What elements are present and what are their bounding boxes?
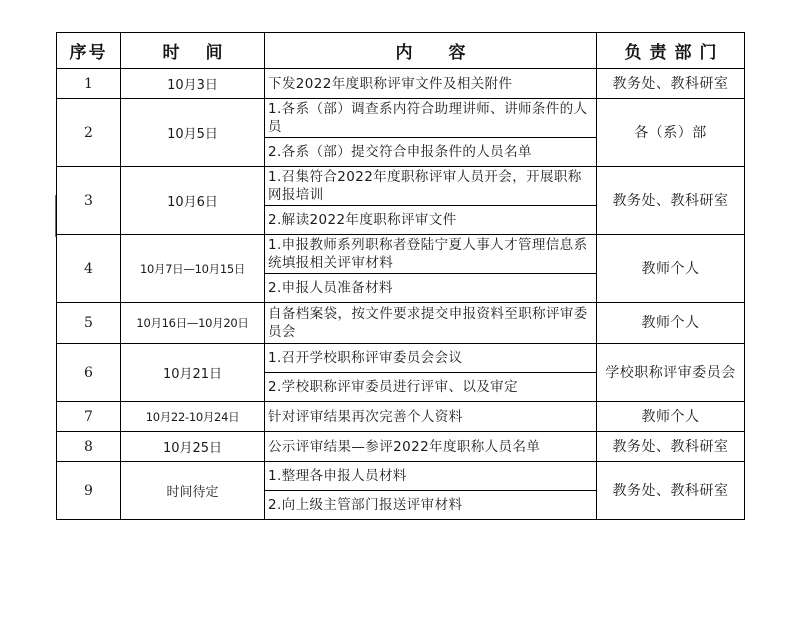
table-row [57,402,745,432]
row-no: 8 [57,432,121,462]
table-row [57,432,745,462]
table-row [57,235,745,274]
table-row [57,462,745,491]
row-time: 时间待定 [121,462,265,520]
row-no: 4 [57,235,121,303]
row-no: 1 [57,69,121,99]
row-content: 自备档案袋，按文件要求提交申报资料至职称评审委员会 [265,303,597,344]
row-content: 2.申报人员准备材料 [265,274,597,303]
table-row [57,303,745,344]
row-no: 9 [57,462,121,520]
header-content [265,33,597,69]
row-content: 2.各系（部）提交符合申报条件的人员名单 [265,138,597,167]
row-dept: 各（系）部 [597,99,745,167]
table-row [57,69,745,99]
header-time-text: 时间 [162,43,249,63]
row-dept: 教师个人 [597,235,745,303]
row-content: 1.召开学校职称评审委员会会议 [265,344,597,373]
row-dept: 教务处、教科研室 [597,432,745,462]
row-no: 5 [57,303,121,344]
row-time: 10月3日 [121,69,265,99]
table-row [57,344,745,373]
row-time: 10月6日 [121,167,265,235]
row-content: 下发2022年度职称评审文件及相关附件 [265,69,597,99]
row-content: 2.解读2022年度职称评审文件 [265,206,597,235]
header-content-text: 内容 [395,43,502,63]
row-dept: 教师个人 [597,303,745,344]
header-dept-text: 负责部门 [624,43,725,63]
header-no: 序号 [57,33,121,69]
row-time: 10月7日—10月15日 [121,235,265,303]
row-content: 1.召集符合2022年度职称评审人员开会，开展职称网报培训 [265,167,597,206]
row-content: 公示评审结果—参评2022年度职称人员名单 [265,432,597,462]
row-time: 10月5日 [121,99,265,167]
row-time: 10月21日 [121,344,265,402]
row-time: 10月16日—10月20日 [121,303,265,344]
row-content: 2.向上级主管部门报送评审材料 [265,491,597,520]
row-no: 7 [57,402,121,432]
row-no: 2 [57,99,121,167]
row-content: 1.各系（部）调查系内符合助理讲师、讲师条件的人员 [265,99,597,138]
row-dept: 教务处、教科研室 [597,462,745,520]
row-time: 10月22-10月24日 [121,402,265,432]
row-dept: 教师个人 [597,402,745,432]
row-content: 1.申报教师系列职称者登陆宁夏人事人才管理信息系统填报相关评审材料 [265,235,597,274]
row-content: 2.学校职称评审委员进行评审、以及审定 [265,373,597,402]
schedule-table [56,32,745,520]
row-no: 6 [57,344,121,402]
row-dept: 教务处、教科研室 [597,167,745,235]
row-dept: 教务处、教科研室 [597,69,745,99]
table-row [57,99,745,138]
row-dept: 学校职称评审委员会 [597,344,745,402]
header-dept [597,33,745,69]
header-row [57,33,745,69]
header-time [121,33,265,69]
row-content: 1.整理各申报人员材料 [265,462,597,491]
schedule-sheet [56,32,745,520]
row-content: 针对评审结果再次完善个人资料 [265,402,597,432]
row-no: 3 [57,167,121,235]
table-row [57,167,745,206]
row-time: 10月25日 [121,432,265,462]
